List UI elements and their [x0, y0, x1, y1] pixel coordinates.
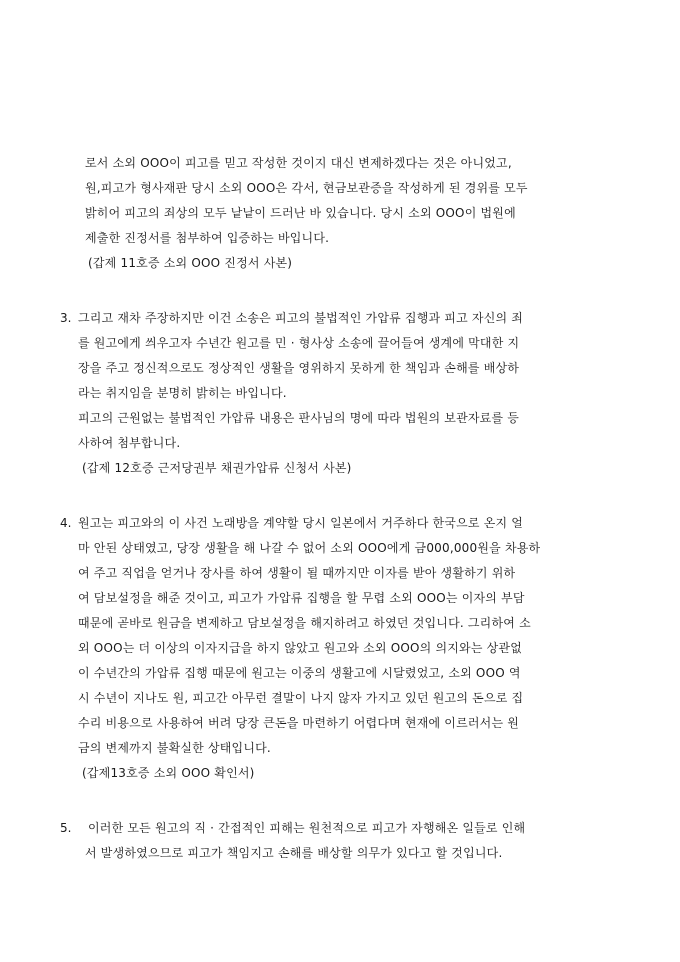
paragraph-line: 장을 주고 정신적으로도 정상적인 생활을 영위하지 못하게 한 책임과 손해를 배상하	[78, 361, 520, 375]
paragraph-line: 사하여 첨부합니다.	[78, 436, 181, 450]
paragraph-line: 밝히어 피고의 죄상의 모두 낱낱이 드러난 바 있습니다. 당시 소외 OOO이 법원에	[85, 206, 516, 220]
paragraph-line: 시 수년이 지나도 원, 피고간 아무런 결말이 나지 않자 가지고 있던 원고의 돈으로 집	[78, 691, 524, 705]
paragraph-line: 원고는 피고와의 이 사건 노래방을 계약할 당시 일본에서 거주하다 한국으로 온지 얼	[78, 516, 524, 530]
paragraph-line: 이러한 모든 원고의 직 · 간접적인 피해는 원천적으로 피고가 자행해온 일들로 인해	[88, 821, 526, 835]
paragraph-line: 금의 변제까지 불확실한 상태입니다.	[78, 741, 271, 755]
paragraph-line: 수리 비용으로 사용하여 버려 당장 큰돈을 마련하기 어렵다며 현재에 이르러서는 원	[78, 716, 520, 730]
paragraph-line: 서 발생하였으므로 피고가 책임지고 손해를 배상할 의무가 있다고 할 것입니다.	[85, 846, 503, 860]
paragraph-line: 로서 소외 OOO이 피고를 믿고 작성한 것이지 대신 변제하겠다는 것은 아니었고,	[85, 156, 512, 170]
paragraph-line: 이 수년간의 가압류 집행 때문에 원고는 이중의 생활고에 시달렸었고, 소외 OOO 역	[78, 666, 521, 680]
item-number: 4.	[60, 516, 72, 530]
evidence-citation: (갑제13호증 소외 OOO 확인서)	[82, 766, 255, 780]
paragraph-line: 마 안된 상태였고, 당장 생활을 해 나갈 수 없어 소외 OOO에게 금000,000원을 차용하	[78, 541, 541, 555]
item-number: 5.	[60, 821, 72, 835]
paragraph-line: 라는 취지임을 분명히 밝히는 바입니다.	[78, 386, 287, 400]
evidence-citation: (갑제 11호증 소외 OOO 진정서 사본)	[88, 256, 293, 270]
paragraph-line: 여 담보설정을 해준 것이고, 피고가 가압류 집행을 할 무렵 소외 OOO는 이자의 부담	[78, 591, 525, 605]
paragraph-line: 를 원고에게 씌우고자 수년간 원고를 민 · 형사상 소송에 끌어들여 생계에 막대한 지	[78, 336, 520, 350]
paragraph-line: 피고의 근원없는 불법적인 가압류 내용은 판사님의 명에 따라 법원의 보관자료를 등	[78, 411, 520, 425]
evidence-citation: (갑제 12호증 근저당권부 채권가압류 신청서 사본)	[82, 461, 352, 475]
paragraph-line: 제출한 진정서를 첨부하여 입증하는 바입니다.	[85, 231, 330, 245]
paragraph-line: 외 OOO는 더 이상의 이자지급을 하지 않았고 원고와 소외 OOO의 의지와는 상관없	[78, 641, 523, 655]
paragraph-line: 여 주고 직업을 얻거나 장사를 하여 생활이 될 때까지만 이자를 받아 생활하기 위하	[78, 566, 516, 580]
paragraph-line: 그리고 재차 주장하지만 이건 소송은 피고의 불법적인 가압류 집행과 피고 자신의 죄	[78, 311, 524, 325]
item-number: 3.	[60, 311, 72, 325]
paragraph-line: 때문에 곧바로 원금을 변제하고 담보설정을 해지하려고 하였던 것입니다. 그리하여 소	[78, 616, 531, 630]
paragraph-line: 원,피고가 형사재판 당시 소외 OOO은 각서, 현금보관증을 작성하게 된 경위를 모두	[85, 181, 528, 195]
